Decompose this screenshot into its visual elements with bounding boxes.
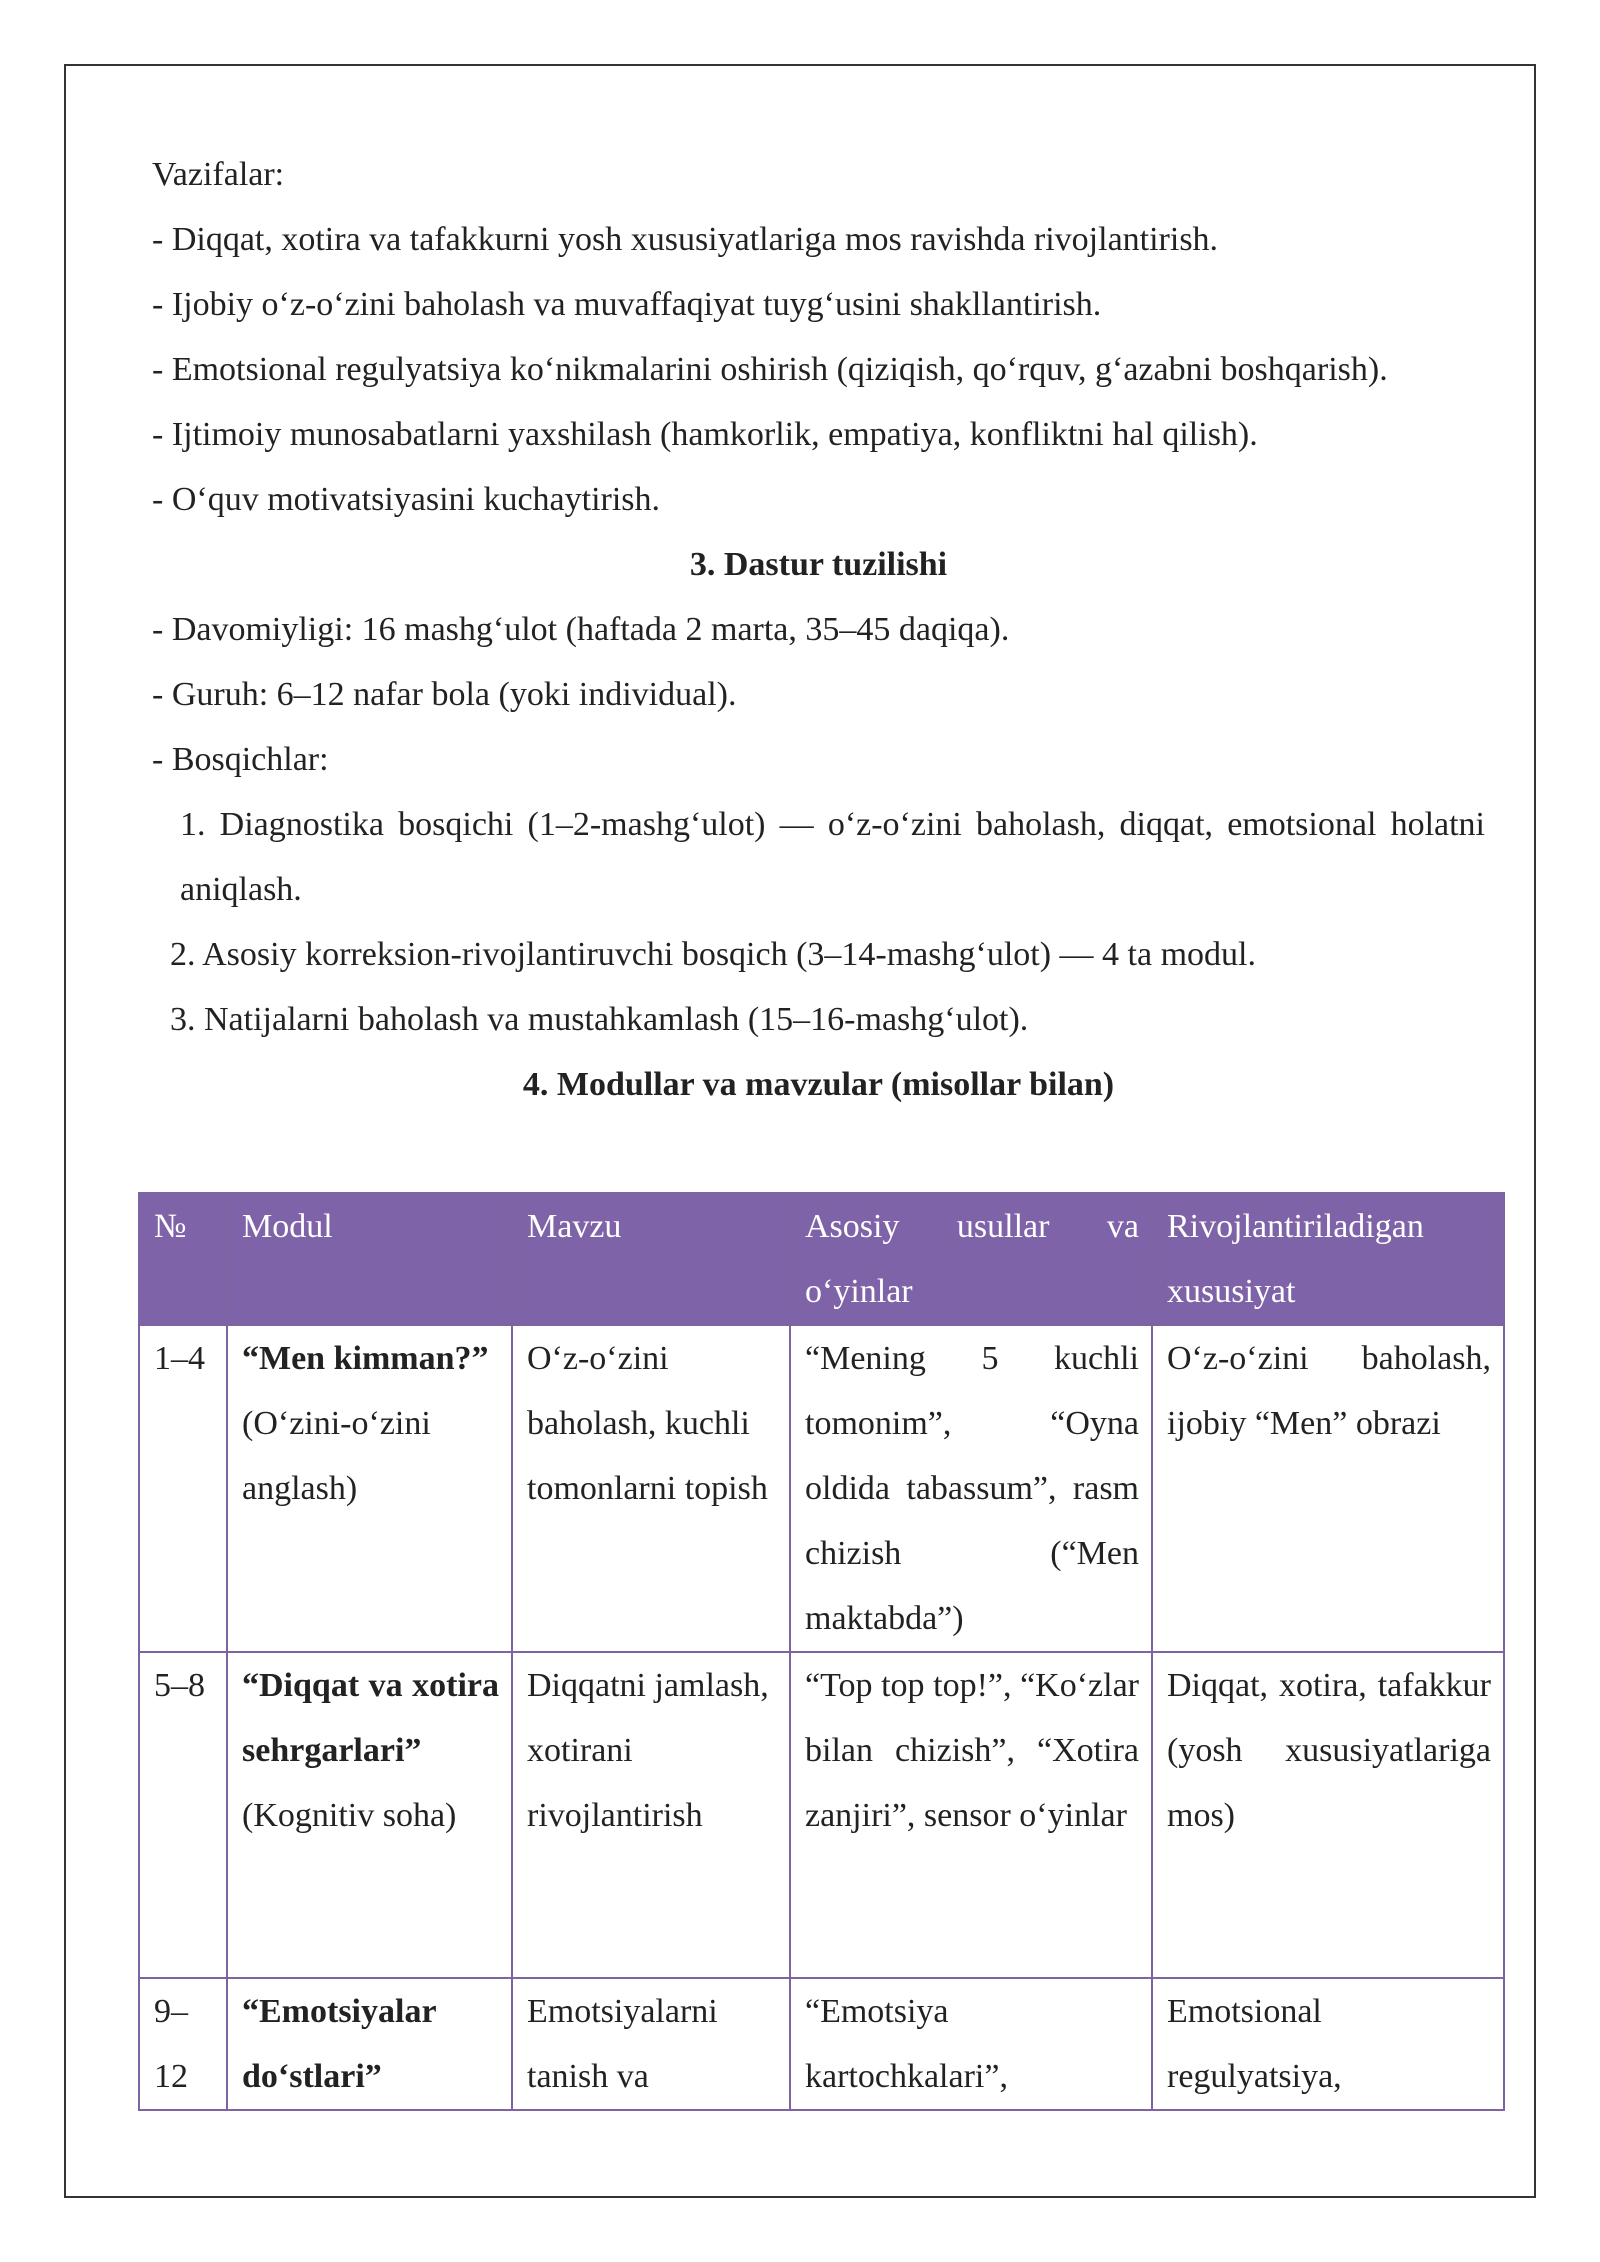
row-mavzu: O‘z-o‘zini baholash, kuchli tomonlarni topish	[512, 1325, 790, 1652]
row-number: 1–4	[139, 1325, 227, 1652]
modul-title: “Emotsiyalar do‘stlari”	[242, 1993, 436, 2095]
modul-title: “Men kimman?”	[242, 1340, 489, 1377]
row-xususiyat: Emotsional regulyatsiya,	[1152, 1978, 1504, 2110]
modul-title: “Diqqat va xotira sehrgarlari”	[242, 1667, 499, 1769]
paragraph-task-3: - Emotsional regulyatsiya ko‘nikmalarini oshirish (qiziqish, qo‘rquv, g‘azabni boshqarish).	[152, 351, 1388, 388]
row-modul	[227, 1325, 512, 1652]
row-mavzu: Diqqatni jamlash, xotirani rivojlantirish	[512, 1652, 790, 1978]
section-heading-3: 3. Dastur tuzilishi	[689, 546, 948, 583]
row-usullar: “Emotsiya kartochkalari”,	[790, 1978, 1152, 2110]
paragraph-task-4: - Ijtimoiy munosabatlarni yaxshilash (hamkorlik, empatiya, konfliktni hal qilish).	[152, 416, 1258, 453]
table-header-row	[139, 1193, 1504, 1325]
modul-subtitle: (Kognitiv soha)	[242, 1797, 457, 1834]
paragraph-task-2: - Ijobiy o‘z-o‘zini baholash va muvaffaqiyat tuyg‘usini shakllantirish.	[152, 286, 1102, 323]
row-xususiyat: Diqqat, xotira, tafakkur (yosh xususiyatlariga mos)	[1152, 1652, 1504, 1978]
modul-subtitle: (O‘zini-o‘zini anglash)	[242, 1405, 431, 1507]
row-xususiyat: O‘z-o‘zini baholash, ijobiy “Men” obrazi	[1152, 1325, 1504, 1652]
header-usullar: Asosiy usullar va o‘yinlar	[790, 1193, 1152, 1325]
paragraph-stages: - Bosqichlar:	[152, 741, 329, 778]
table-row	[139, 1978, 1504, 2110]
row-modul	[227, 1978, 512, 2110]
paragraph-stage-3: 3. Natijalarni baholash va mustahkamlash (15–16-mashg‘ulot).	[170, 1001, 1029, 1038]
section-heading-4: 4. Modullar va mavzular (misollar bilan)	[522, 1066, 1115, 1103]
paragraph-task-5: - O‘quv motivatsiyasini kuchaytirish.	[152, 481, 661, 518]
table-row	[139, 1325, 1504, 1652]
row-usullar: “Top top top!”, “Ko‘zlar bilan chizish”, “Xotira zanjiri”, sensor o‘yinlar	[790, 1652, 1152, 1978]
paragraph-stage-1: 1. Diagnostika bosqichi (1–2-mashg‘ulot) — o‘z-o‘zini baholash, diqqat, emotsional holatni aniqlash.	[180, 806, 1485, 908]
header-modul: Modul	[227, 1193, 512, 1325]
paragraph-task-1: - Diqqat, xotira va tafakkurni yosh xususiyatlariga mos ravishda rivojlantirish.	[152, 221, 1219, 258]
row-mavzu: Emotsiyalarni tanish va	[512, 1978, 790, 2110]
header-xususiyat: Rivojlantiriladigan xususiyat	[1152, 1193, 1504, 1325]
row-number: 5–8	[139, 1652, 227, 1978]
document-body	[152, 142, 1485, 1117]
table-row	[139, 1652, 1504, 1978]
modules-table	[138, 1192, 1505, 2111]
paragraph-group: - Guruh: 6–12 nafar bola (yoki individual).	[152, 676, 737, 713]
paragraph-duration: - Davomiyligi: 16 mashg‘ulot (haftada 2 marta, 35–45 daqiqa).	[152, 611, 1010, 648]
paragraph-stage-2: 2. Asosiy korreksion-rivojlantiruvchi bosqich (3–14-mashg‘ulot) — 4 ta modul.	[170, 936, 1256, 973]
header-mavzu: Mavzu	[512, 1193, 790, 1325]
row-number: 9–12	[139, 1978, 227, 2110]
paragraph-vazifalar: Vazifalar:	[152, 156, 285, 193]
row-usullar: “Mening 5 kuchli tomonim”, “Oyna oldida tabassum”, rasm chizish (“Men maktabda”)	[790, 1325, 1152, 1652]
row-modul	[227, 1652, 512, 1978]
header-number: №	[139, 1193, 227, 1325]
